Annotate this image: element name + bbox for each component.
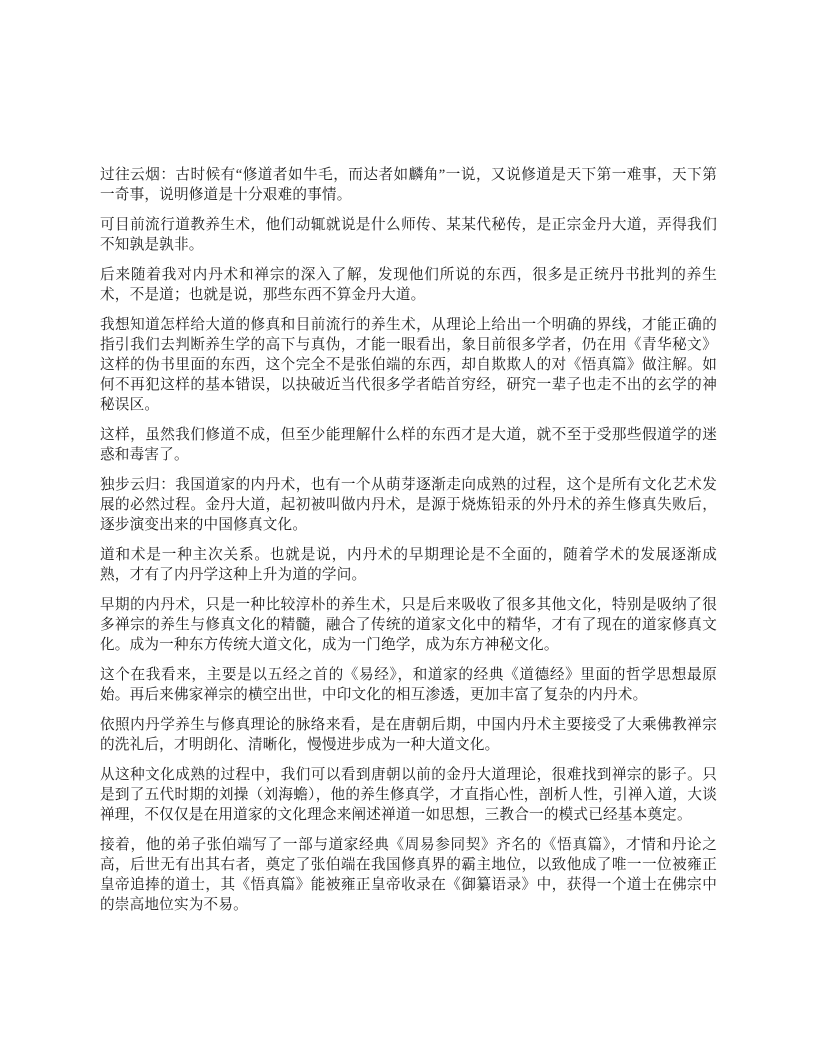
paragraph: 这样，虽然我们修道不成，但至少能理解什么样的东西才是大道，就不至于受那些假道学的迷惑和毒害了。 — [100, 427, 717, 463]
paragraph: 道和术是一种主次关系。也就是说，内丹术的早期理论是不全面的，随着学术的发展逐渐成熟，才有了内丹学这种上升为道的学问。 — [100, 547, 717, 583]
paragraph: 独步云归：我国道家的内丹术，也有一个从萌芽逐渐走向成熟的过程，这个是所有文化艺术发展的必然过程。金丹大道，起初被叫做内丹术，是源于烧炼铅汞的外丹术的养生修真失败后，逐步演变出来的中国修真文化。 — [100, 477, 717, 533]
paragraph: 依照内丹学养生与修真理论的脉络来看，是在唐朝后期，中国内丹术主要接受了大乘佛教禅宗的洗礼后，才明朗化、清晰化，慢慢进步成为一种大道文化。 — [100, 717, 717, 753]
paragraph: 接着，他的弟子张伯端写了一部与道家经典《周易参同契》齐名的《悟真篇》，才情和丹论之高，后世无有出其右者，奠定了张伯端在我国修真界的霸主地位，以致他成了唯一一位被雍正皇帝追捧的道士，其《悟真篇》能被雍正皇帝收录在《御纂语录》中，获得一个道士在佛宗中的崇高地位实为不易。 — [100, 837, 717, 913]
paragraph: 过往云烟：古时候有“修道者如牛毛，而达者如麟角”一说，又说修道是天下第一难事，天下第一奇事，说明修道是十分艰难的事情。 — [100, 167, 717, 203]
paragraph: 从这种文化成熟的过程中，我们可以看到唐朝以前的金丹大道理论，很难找到禅宗的影子。只是到了五代时期的刘操（刘海蟾），他的养生修真学，才直指心性，剖析人性，引禅入道，大谈禅理，不仅仅是在用道家的文化理念来阐述禅道一如思想，三教合一的模式已经基本奠定。 — [100, 767, 717, 823]
paragraph: 可目前流行道教养生术，他们动辄就说是什么师传、某某代秘传，是正宗金丹大道，弄得我们不知孰是孰非。 — [100, 217, 717, 253]
paragraph: 这个在我看来，主要是以五经之首的《易经》，和道家的经典《道德经》里面的哲学思想最原始。再后来佛家禅宗的横空出世，中印文化的相互渗透，更加丰富了复杂的内丹术。 — [100, 667, 717, 703]
document-body — [100, 165, 717, 925]
paragraph: 后来随着我对内丹术和禅宗的深入了解，发现他们所说的东西，很多是正统丹书批判的养生术，不是道；也就是说，那些东西不算金丹大道。 — [100, 267, 717, 303]
paragraph: 早期的内丹术，只是一种比较淳朴的养生术，只是后来吸收了很多其他文化，特别是吸纳了很多禅宗的养生与修真文化的精髓，融合了传统的道家文化中的精华，才有了现在的道家修真文化。成为一种东方传统大道文化，成为一门绝学，成为东方神秘文化。 — [100, 597, 717, 653]
paragraph: 我想知道怎样给大道的修真和目前流行的养生术，从理论上给出一个明确的界线，才能正确的指引我们去判断养生学的高下与真伪，才能一眼看出，象目前很多学者，仍在用《青华秘文》这样的伪书里面的东西，这个完全不是张伯端的东西，却自欺欺人的对《悟真篇》做注解。如何不再犯这样的基本错误，以抉破近当代很多学者皓首穷经，研究一辈子也走不出的玄学的神秘误区。 — [100, 317, 717, 413]
